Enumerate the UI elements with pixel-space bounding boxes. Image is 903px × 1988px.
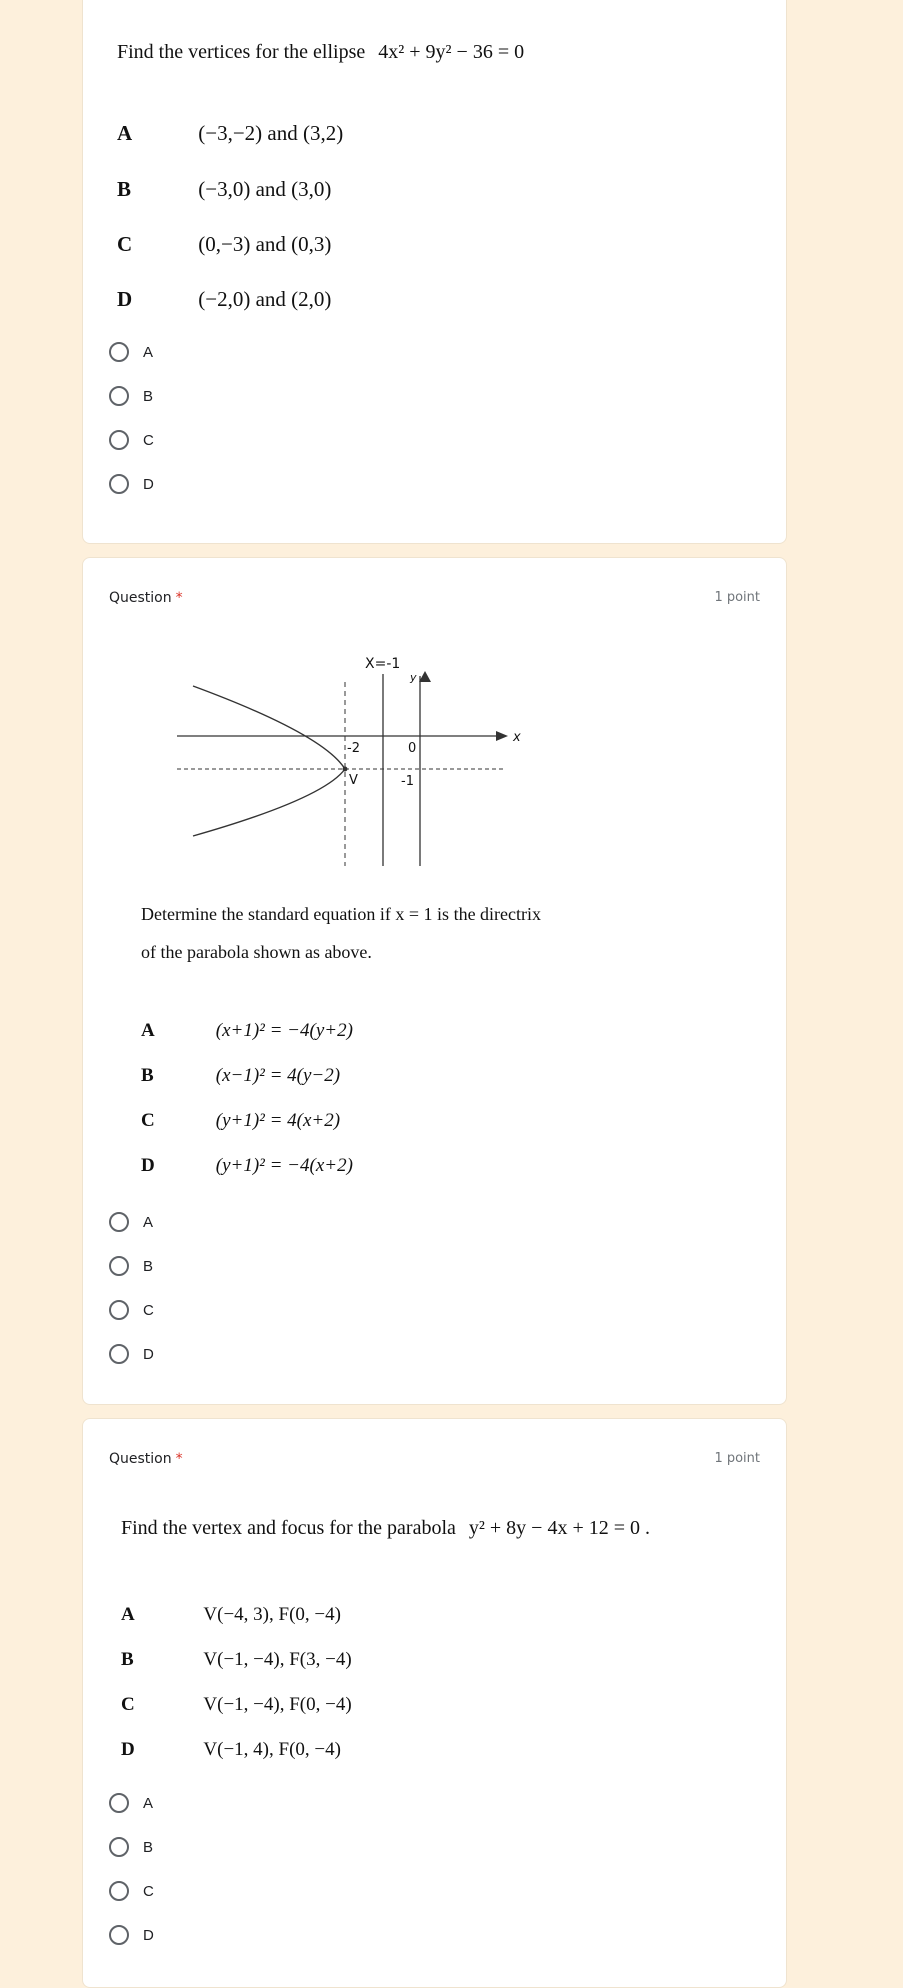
radio-button[interactable] — [109, 1212, 129, 1232]
parabola-curve — [193, 686, 345, 836]
radio-option-c[interactable]: C — [109, 1877, 154, 1905]
radio-button[interactable] — [109, 1837, 129, 1857]
radio-option-d[interactable]: D — [109, 1921, 154, 1949]
y-axis-label: y — [410, 671, 417, 684]
radio-option-a[interactable]: A — [109, 1789, 153, 1817]
question-prompt: Find the vertex and focus for the parabola y² + 8y − 4x + 12 = 0 . — [121, 1517, 651, 1539]
radio-button[interactable] — [109, 1925, 129, 1945]
points-label: 1 point — [714, 1451, 760, 1466]
choice-row: B (x−1)² = 4(y−2) — [141, 1065, 341, 1086]
choice-row: C (0,−3) and (0,3) — [117, 232, 332, 256]
question-prompt-line2: of the parabola shown as above. — [141, 942, 372, 962]
question-header: Question * — [109, 590, 183, 606]
choice-row: C (y+1)² = 4(x+2) — [141, 1110, 341, 1131]
radio-option-a[interactable]: A — [109, 1208, 153, 1236]
radio-option-d[interactable]: D — [109, 1340, 154, 1368]
choice-row: C V(−1, −4), F(0, −4) — [121, 1694, 352, 1715]
points-label: 1 point — [714, 590, 760, 605]
radio-button[interactable] — [109, 1300, 129, 1320]
question-prompt: Find the vertices for the ellipse 4x² + 9y² − 36 = 0 — [117, 41, 525, 63]
radio-option-c[interactable]: C — [109, 1296, 154, 1324]
radio-option-a[interactable]: A — [109, 338, 153, 366]
parabola-figure — [173, 646, 533, 866]
radio-option-b[interactable]: B — [109, 382, 153, 410]
question-prompt-line1: Determine the standard equation if x = 1 is the directrix — [141, 904, 542, 924]
radio-button[interactable] — [109, 342, 129, 362]
required-asterisk: * — [175, 590, 183, 606]
radio-option-b[interactable]: B — [109, 1833, 153, 1861]
choice-row: B (−3,0) and (3,0) — [117, 177, 332, 201]
x-axis-label: x — [513, 730, 521, 745]
question-card-3 — [82, 1418, 787, 1988]
radio-option-d[interactable]: D — [109, 470, 154, 498]
choice-row: A (−3,−2) and (3,2) — [117, 121, 344, 145]
choice-row: D V(−1, 4), F(0, −4) — [121, 1739, 341, 1760]
radio-option-b[interactable]: B — [109, 1252, 153, 1280]
x-axis-arrow — [496, 731, 508, 741]
tick-label-neg2: -2 — [347, 741, 360, 756]
radio-button[interactable] — [109, 386, 129, 406]
tick-label-0: 0 — [408, 741, 417, 756]
choice-row: A (x+1)² = −4(y+2) — [141, 1020, 353, 1041]
radio-button[interactable] — [109, 1881, 129, 1901]
radio-button[interactable] — [109, 430, 129, 450]
vertex-point — [343, 767, 348, 772]
choice-row: D (−2,0) and (2,0) — [117, 287, 332, 311]
question-card-1 — [82, 0, 787, 544]
radio-button[interactable] — [109, 474, 129, 494]
directrix-label: X=-1 — [365, 656, 401, 672]
choice-row: A V(−4, 3), F(0, −4) — [121, 1604, 341, 1625]
question-card-2 — [82, 557, 787, 1405]
radio-button[interactable] — [109, 1344, 129, 1364]
y-axis-arrow — [419, 671, 431, 682]
vertex-label: V — [349, 773, 358, 788]
choice-row: B V(−1, −4), F(3, −4) — [121, 1649, 352, 1670]
choice-row: D (y+1)² = −4(x+2) — [141, 1155, 353, 1176]
question-header: Question * — [109, 1451, 183, 1467]
radio-option-c[interactable]: C — [109, 426, 154, 454]
radio-button[interactable] — [109, 1256, 129, 1276]
tick-label-neg1: -1 — [401, 774, 414, 789]
radio-button[interactable] — [109, 1793, 129, 1813]
required-asterisk: * — [175, 1451, 183, 1467]
